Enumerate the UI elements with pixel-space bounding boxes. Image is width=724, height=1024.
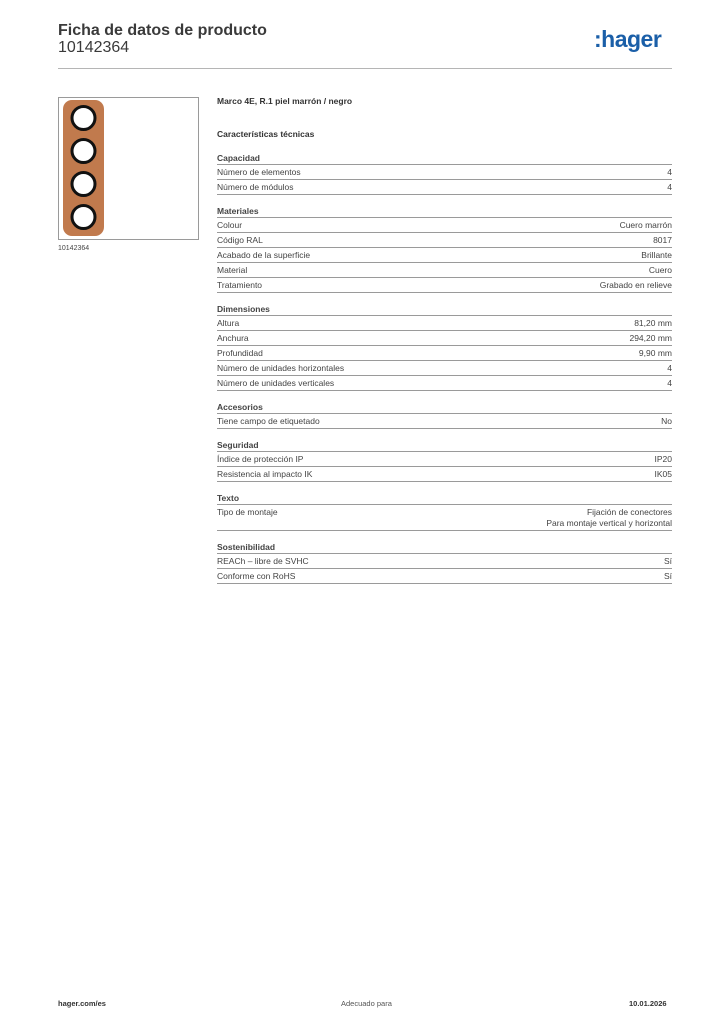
spec-row bbox=[217, 248, 672, 263]
spec-value bbox=[629, 333, 672, 344]
frame-hole bbox=[72, 173, 95, 196]
hager-logo bbox=[594, 28, 661, 51]
spec-row bbox=[217, 467, 672, 482]
frame-illustration-icon bbox=[59, 98, 198, 239]
spec-value-line: Cuero marrón bbox=[619, 219, 672, 230]
spec-sections bbox=[217, 152, 672, 584]
spec-value-line: 4 bbox=[667, 166, 672, 177]
spec-row bbox=[217, 165, 672, 180]
spec-value-line: 81,20 mm bbox=[634, 317, 672, 328]
spec-value-line: No bbox=[661, 415, 672, 426]
spec-label: Conforme con RoHS bbox=[217, 570, 296, 581]
spec-row bbox=[217, 376, 672, 391]
header-divider bbox=[58, 68, 672, 69]
spec-label: Resistencia al impacto IK bbox=[217, 468, 313, 479]
spec-value bbox=[661, 416, 672, 427]
spec-label: Número de unidades verticales bbox=[217, 377, 335, 388]
spec-label: Altura bbox=[217, 317, 240, 328]
spec-value-line: 4 bbox=[667, 181, 672, 192]
tech-heading: Características técnicas bbox=[217, 129, 315, 139]
spec-value bbox=[655, 469, 673, 480]
spec-section bbox=[217, 205, 672, 293]
spec-value bbox=[664, 556, 672, 567]
spec-value-line: Fijación de conectores bbox=[586, 506, 672, 517]
spec-value bbox=[634, 318, 672, 329]
spec-value-line: Sí bbox=[663, 570, 672, 581]
page-title: Ficha de datos de producto bbox=[58, 22, 267, 39]
spec-value bbox=[649, 265, 672, 276]
spec-value-line: Brillante bbox=[641, 249, 672, 260]
spec-label: REACh – libre de SVHC bbox=[217, 555, 309, 566]
spec-section bbox=[217, 492, 672, 531]
spec-row bbox=[217, 346, 672, 361]
product-image bbox=[58, 97, 199, 240]
spec-label: Número de unidades horizontales bbox=[217, 362, 345, 373]
spec-value bbox=[664, 571, 672, 582]
spec-section bbox=[217, 401, 672, 429]
spec-row bbox=[217, 218, 672, 233]
spec-content bbox=[217, 96, 672, 594]
spec-section bbox=[217, 152, 672, 195]
spec-section bbox=[217, 303, 672, 391]
spec-label: Tipo de montaje bbox=[217, 506, 278, 517]
spec-value-line: 8017 bbox=[653, 234, 672, 245]
spec-value bbox=[600, 280, 672, 291]
spec-value-line: 294,20 mm bbox=[629, 332, 672, 343]
spec-row bbox=[217, 331, 672, 346]
spec-value bbox=[546, 507, 672, 529]
spec-value bbox=[667, 167, 672, 178]
frame-hole bbox=[72, 140, 95, 163]
spec-value-line: IK05 bbox=[654, 468, 672, 479]
spec-label: Material bbox=[217, 264, 248, 275]
spec-label: Número de elementos bbox=[217, 166, 301, 177]
product-title: Marco 4E, R.1 piel marrón / negro bbox=[217, 96, 353, 106]
product-code: 10142364 bbox=[58, 39, 130, 56]
spec-value bbox=[667, 363, 672, 374]
logo-dots-icon: : bbox=[594, 26, 602, 52]
spec-row bbox=[217, 278, 672, 293]
spec-label: Número de módulos bbox=[217, 181, 294, 192]
spec-label: Tiene campo de etiquetado bbox=[217, 415, 320, 426]
spec-label: Índice de protección IP bbox=[217, 453, 304, 464]
spec-value-line: Grabado en relieve bbox=[599, 279, 672, 290]
spec-value bbox=[653, 235, 672, 246]
spec-value-line: Cuero bbox=[648, 264, 672, 275]
spec-value-line: 4 bbox=[667, 377, 672, 388]
spec-label: Anchura bbox=[217, 332, 249, 343]
spec-value bbox=[667, 182, 672, 193]
section-title: Dimensiones bbox=[217, 303, 672, 316]
section-title: Sostenibilidad bbox=[217, 541, 672, 554]
spec-row bbox=[217, 316, 672, 331]
spec-value bbox=[667, 378, 672, 389]
spec-value-line: Para montaje vertical y horizontal bbox=[546, 517, 672, 528]
spec-row bbox=[217, 452, 672, 467]
spec-label: Acabado de la superficie bbox=[217, 249, 311, 260]
footer-website[interactable]: hager.com/es bbox=[58, 999, 106, 1008]
spec-label: Profundidad bbox=[217, 347, 263, 358]
spec-value bbox=[641, 250, 672, 261]
spec-value bbox=[639, 348, 672, 359]
section-title: Materiales bbox=[217, 205, 672, 218]
section-title: Texto bbox=[217, 492, 672, 505]
spec-row bbox=[217, 505, 672, 531]
spec-value-line: IP20 bbox=[654, 453, 672, 464]
section-title: Capacidad bbox=[217, 152, 672, 165]
spec-row bbox=[217, 180, 672, 195]
spec-label: Código RAL bbox=[217, 234, 263, 245]
spec-row bbox=[217, 414, 672, 429]
footer-suitable-for: Adecuado para bbox=[341, 999, 392, 1008]
spec-value-line: Sí bbox=[663, 555, 672, 566]
frame-hole bbox=[72, 107, 95, 130]
spec-label: Tratamiento bbox=[217, 279, 263, 290]
logo-text: hager bbox=[601, 26, 662, 52]
spec-label: Colour bbox=[217, 219, 243, 230]
footer-date: 10.01.2026 bbox=[629, 999, 667, 1008]
spec-value-line: 4 bbox=[667, 362, 672, 373]
spec-value-line: 9,90 mm bbox=[638, 347, 672, 358]
spec-row bbox=[217, 263, 672, 278]
spec-value bbox=[620, 220, 672, 231]
spec-section bbox=[217, 541, 672, 584]
spec-value bbox=[655, 454, 673, 465]
spec-section bbox=[217, 439, 672, 482]
spec-row bbox=[217, 233, 672, 248]
image-caption: 10142364 bbox=[58, 245, 90, 252]
section-title: Seguridad bbox=[217, 439, 672, 452]
spec-row bbox=[217, 554, 672, 569]
spec-row bbox=[217, 569, 672, 584]
section-title: Accesorios bbox=[217, 401, 672, 414]
spec-row bbox=[217, 361, 672, 376]
frame-hole bbox=[72, 206, 95, 229]
